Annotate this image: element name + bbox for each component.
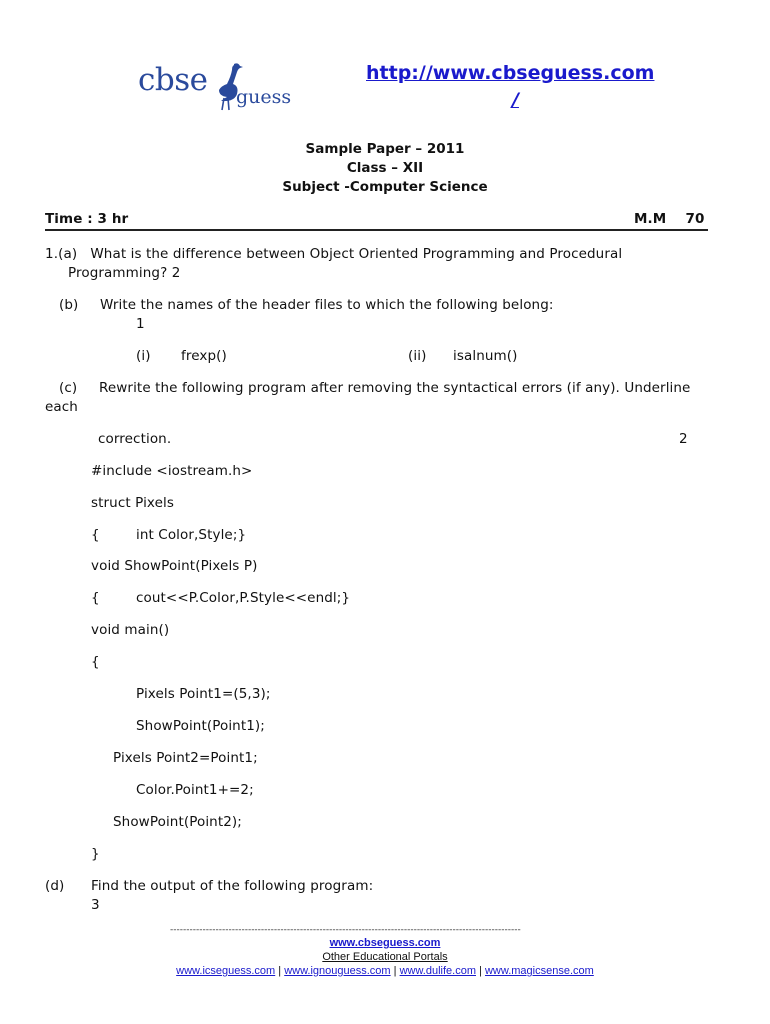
code-line: ShowPoint(Point2);	[113, 814, 242, 830]
time-label: Time : 3 hr	[45, 211, 129, 227]
footer-separator: |	[390, 965, 400, 977]
code-line: #include <iostream.h>	[91, 463, 253, 479]
cbseguess-logo	[138, 60, 298, 120]
site-url-link[interactable]: http://www.cbseguess.com	[366, 62, 655, 84]
subject-title: Subject -Computer Science	[282, 179, 488, 195]
logo-text-cbse: cbse	[138, 62, 208, 98]
question-1d-marks: 3	[91, 897, 100, 913]
question-1c-text-wrap: each	[45, 399, 78, 415]
footer-link-magicsense[interactable]: www.magicsense.com	[484, 965, 594, 977]
footer-link-ignouguess[interactable]: www.ignouguess.com	[284, 965, 391, 977]
code-line: int Color,Style;}	[136, 527, 247, 543]
code-line: }	[91, 846, 100, 862]
option-ii-text: isalnum()	[453, 348, 518, 364]
footer-divider: ------------------------------------------------------------------------------------------------------------	[170, 925, 521, 935]
option-ii-label: (ii)	[408, 348, 427, 364]
question-1c-marks: 2	[679, 431, 688, 447]
question-1a-line1: 1.(a) What is the difference between Object Oriented Programming and Procedural	[45, 246, 623, 262]
code-line: {	[91, 654, 100, 670]
logo-text-guess: guess	[236, 86, 292, 108]
code-line: cout<<P.Color,P.Style<<endl;}	[136, 590, 351, 606]
code-line: struct Pixels	[91, 495, 174, 511]
footer-separator: |	[275, 965, 285, 977]
question-1d-text: Find the output of the following program:	[91, 878, 374, 894]
footer-portal-links	[0, 965, 770, 977]
code-line: {	[91, 590, 100, 606]
footer-link-icseguess[interactable]: www.icseguess.com	[176, 965, 276, 977]
code-line: Pixels Point2=Point1;	[113, 750, 258, 766]
site-url-link-tail[interactable]: /	[512, 89, 519, 111]
question-1b-text: Write the names of the header files to which the following belong:	[100, 297, 554, 313]
code-line: void ShowPoint(Pixels P)	[91, 558, 258, 574]
max-marks-label: M.M 70	[634, 211, 705, 227]
question-1c-text-correction: correction.	[98, 431, 172, 447]
footer-portals-label: Other Educational Portals	[322, 951, 448, 963]
question-1b-marks: 1	[136, 316, 145, 332]
code-line: Pixels Point1=(5,3);	[136, 686, 271, 702]
question-1c-label: (c)	[59, 380, 78, 396]
footer-link-dulife[interactable]: www.dulife.com	[399, 965, 476, 977]
code-line: void main()	[91, 622, 170, 638]
code-line: Color.Point1+=2;	[136, 782, 254, 798]
question-1d-label: (d)	[45, 878, 65, 894]
footer-separator: |	[476, 965, 485, 977]
question-1b-label: (b)	[59, 297, 79, 313]
option-i-text: frexp()	[181, 348, 227, 364]
question-1a-line2: Programming? 2	[68, 265, 181, 281]
question-1c-text: Rewrite the following program after removing the syntactical errors (if any). Underline	[99, 380, 691, 396]
paper-title: Sample Paper – 2011	[305, 141, 465, 157]
option-i-label: (i)	[136, 348, 151, 364]
header-divider	[45, 229, 708, 231]
code-line: ShowPoint(Point1);	[136, 718, 265, 734]
footer-site-link[interactable]: www.cbseguess.com	[329, 937, 441, 949]
class-title: Class – XII	[346, 160, 424, 176]
code-line: {	[91, 527, 100, 543]
